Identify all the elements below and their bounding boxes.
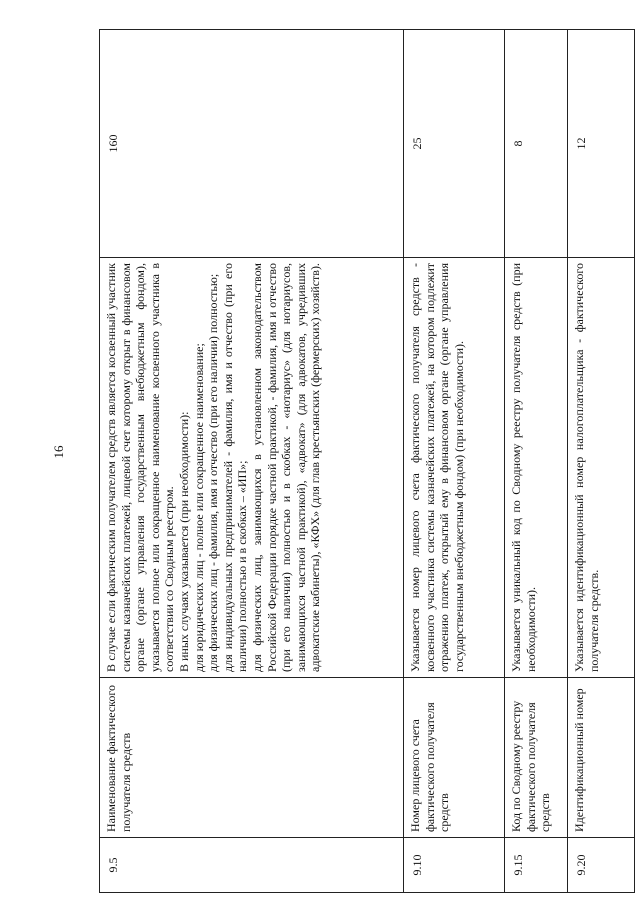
description-paragraph: для индивидуальных предпринимателей - фамилия, имя и отчество (при его наличии) полностью и в скобках – «ИП»; bbox=[220, 263, 250, 672]
table-row bbox=[505, 30, 568, 893]
requisites-table bbox=[99, 29, 635, 893]
field-description bbox=[404, 258, 505, 678]
description-paragraph: В случае если фактическим получателем средств является косвенный участник системы казначейских платежей, лицевой счет которому открыт в финансовом органе (органе управления государственным внебюджетным фондом), указывается полное или сокращенное наименование косвенного участника в соответствии со Сводным реестром. bbox=[104, 263, 177, 672]
field-description bbox=[100, 258, 404, 678]
description-paragraph: для физических лиц - фамилия, имя и отчество (при его наличии) полностью; bbox=[206, 273, 221, 672]
description-paragraph: Указывается номер лицевого счета фактического получателя средств - косвенного участника системы казначейских платежей, на котором подлежит отражению платеж, открытый ему в финансовом органе (органе управления государственным внебюджетным фондом) (при необходимости). bbox=[408, 263, 466, 672]
row-number: 9.20 bbox=[568, 838, 635, 893]
field-description bbox=[568, 258, 635, 678]
field-length: 12 bbox=[568, 30, 635, 258]
description-paragraph: Указывается уникальный код по Сводному реестру получателя средств (при необходимости). bbox=[509, 263, 538, 672]
description-paragraph: Указывается идентификационный номер налогоплательщика - фактического получателя средств. bbox=[572, 263, 601, 672]
row-number: 9.5 bbox=[100, 838, 404, 893]
field-name: Наименование фактического получателя средств bbox=[100, 678, 404, 838]
row-number: 9.15 bbox=[505, 838, 568, 893]
field-name: Идентификационный номер bbox=[568, 678, 635, 838]
description-paragraph: В иных случаях указывается (при необходимости): bbox=[176, 411, 191, 672]
field-description bbox=[505, 258, 568, 678]
table-row bbox=[404, 30, 505, 893]
table-row bbox=[100, 30, 404, 893]
description-paragraph: для юридических лиц - полное или сокращенное наименование; bbox=[191, 343, 206, 672]
field-length: 25 bbox=[404, 30, 505, 258]
table-row bbox=[568, 30, 635, 893]
description-paragraph: для физических лиц, занимающихся в установленном законодательством Российской Федерации порядке частной практикой, - фамилия, имя и отчество (при его наличии) полностью и в скобках - «нотариус» (для нотариусов, занимающихся частной практикой), «адвокат» (для адвокатов, учредивших адвокатские кабинеты), «КФХ» (для глав крестьянских (фермерских) хозяйств). bbox=[249, 263, 323, 672]
rotated-table-container bbox=[99, 29, 625, 893]
field-length: 8 bbox=[505, 30, 568, 258]
page-number: 16 bbox=[51, 445, 66, 459]
field-name: Код по Сводному реестру фактического получателя средств bbox=[505, 678, 568, 838]
row-number: 9.10 bbox=[404, 838, 505, 893]
field-length: 160 bbox=[100, 30, 404, 258]
field-name: Номер лицевого счета фактического получателя средств bbox=[404, 678, 505, 838]
